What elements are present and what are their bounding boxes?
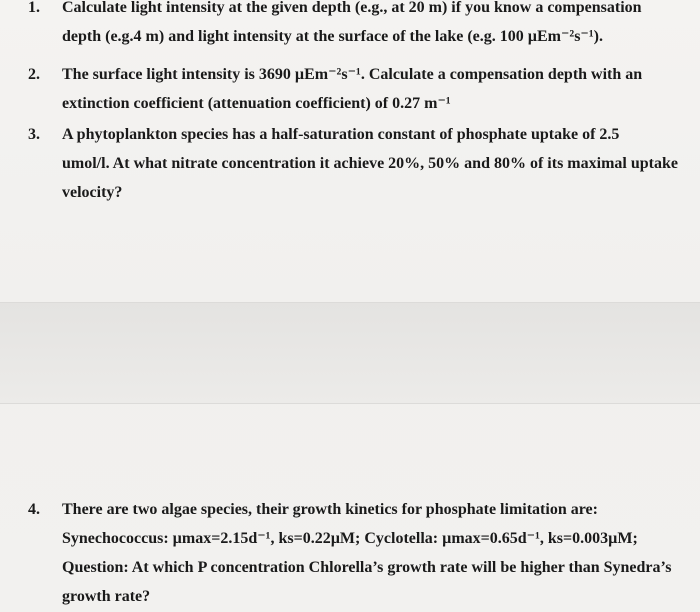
question-1 bbox=[28, 0, 678, 51]
question-body bbox=[62, 120, 678, 207]
question-body bbox=[62, 0, 678, 51]
question-number: 4. bbox=[28, 501, 40, 518]
question-number: 1. bbox=[28, 0, 40, 16]
question-2 bbox=[28, 60, 678, 118]
question-line: A phytoplankton species has a half-saturation constant of phosphate uptake of 2.5 bbox=[62, 126, 620, 143]
question-line: The surface light intensity is 3690 µEm⁻²s⁻¹. Calculate a compensation depth with an bbox=[62, 66, 643, 83]
question-line: Calculate light intensity at the given depth (e.g., at 20 m) if you know a compensation bbox=[62, 0, 642, 16]
question-line: extinction coefficient (attenuation coefficient) of 0.27 m⁻¹ bbox=[62, 95, 451, 112]
question-line: depth (e.g.4 m) and light intensity at the surface of the lake (e.g. 100 µEm⁻²s⁻¹). bbox=[62, 28, 603, 45]
question-line: umol/l. At what nitrate concentration it achieve 20%, 50% and 80% of its maximal uptake bbox=[62, 155, 678, 172]
question-number: 3. bbox=[28, 126, 40, 143]
question-body bbox=[62, 495, 678, 611]
question-line: velocity? bbox=[62, 184, 123, 201]
question-4 bbox=[28, 495, 678, 611]
question-line: growth rate? bbox=[62, 588, 151, 605]
page-gap-band bbox=[0, 302, 700, 404]
question-number: 2. bbox=[28, 66, 40, 83]
question-body bbox=[62, 60, 678, 118]
question-line: Question: At which P concentration Chlorella’s growth rate will be higher than Synedra’s bbox=[62, 559, 672, 576]
question-line: There are two algae species, their growth kinetics for phosphate limitation are: bbox=[62, 501, 598, 518]
question-line: Synechococcus: µmax=2.15d⁻¹, ks=0.22µM; Cyclotella: µmax=0.65d⁻¹, ks=0.003µM; bbox=[62, 530, 638, 547]
question-3 bbox=[28, 120, 678, 207]
bottom-section bbox=[0, 404, 700, 612]
top-section bbox=[0, 0, 700, 300]
